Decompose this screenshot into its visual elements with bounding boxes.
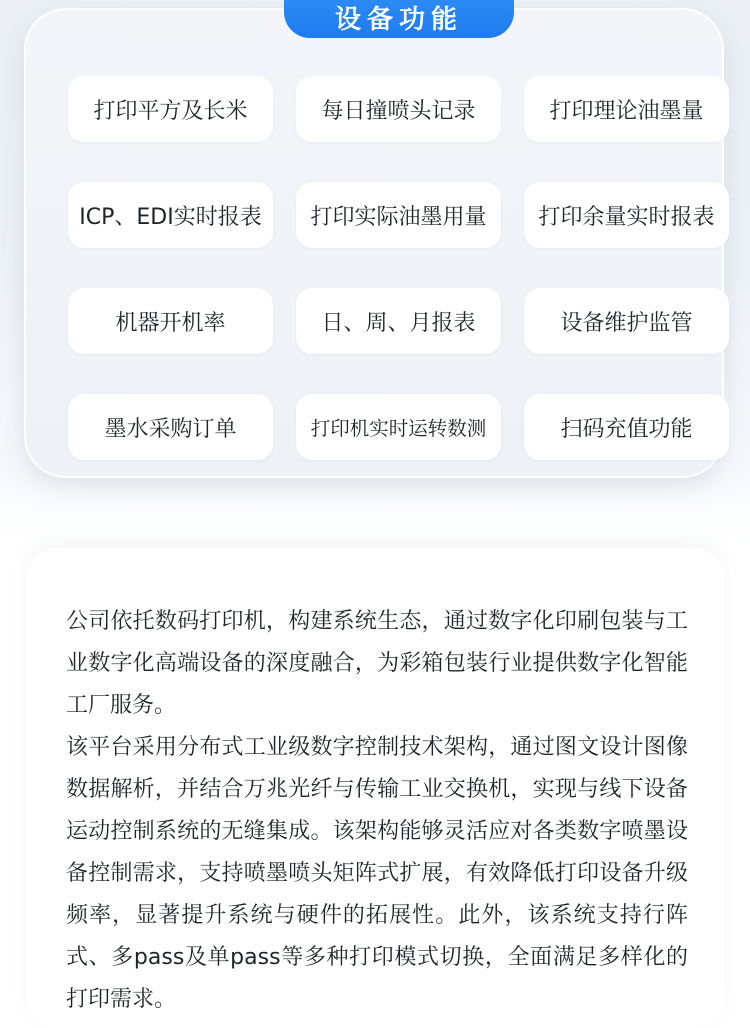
feature-tile-maintenance[interactable]: 设备维护监管	[524, 288, 729, 354]
feature-tile-icp-edi-report[interactable]: ICP、EDI实时报表	[68, 182, 273, 248]
feature-tile-realtime-monitor[interactable]: 打印机实时运转数测	[296, 394, 501, 460]
feature-tile-actual-ink[interactable]: 打印实际油墨用量	[296, 182, 501, 248]
feature-tile-ink-purchase[interactable]: 墨水采购订单	[68, 394, 273, 460]
description-paragraph-1: 公司依托数码打印机，构建系统生态，通过数字化印刷包装与工业数字化高端设备的深度融合，为彩箱包装行业提供数字化智能工厂服务。	[66, 609, 688, 718]
feature-tile-machine-uptime[interactable]: 机器开机率	[68, 288, 273, 354]
feature-tile-head-strike-log[interactable]: 每日撞喷头记录	[296, 76, 501, 142]
feature-grid	[68, 76, 729, 460]
section-title: 设备功能	[284, 0, 514, 38]
feature-tile-print-area[interactable]: 打印平方及长米	[68, 76, 273, 142]
feature-tile-remaining-report[interactable]: 打印余量实时报表	[524, 182, 729, 248]
feature-tile-periodic-report[interactable]: 日、周、月报表	[296, 288, 501, 354]
description-paragraph-2: 该平台采用分布式工业级数字控制技术架构，通过图文设计图像数据解析，并结合万兆光纤与传输工业交换机，实现与线下设备运动控制系统的无缝集成。该架构能够灵活应对各类数字喷墨设备控制需求，支持喷墨喷头矩阵式扩展，有效降低打印设备升级频率，显著提升系统与硬件的拓展性。此外，该系统支持行阵式、多pass及单pass等多种打印模式切换，全面满足多样化的打印需求。	[66, 735, 688, 1012]
feature-tile-scan-recharge[interactable]: 扫码充值功能	[524, 394, 729, 460]
device-functions-panel	[24, 4, 724, 478]
feature-tile-theoretical-ink[interactable]: 打印理论油墨量	[524, 76, 729, 142]
